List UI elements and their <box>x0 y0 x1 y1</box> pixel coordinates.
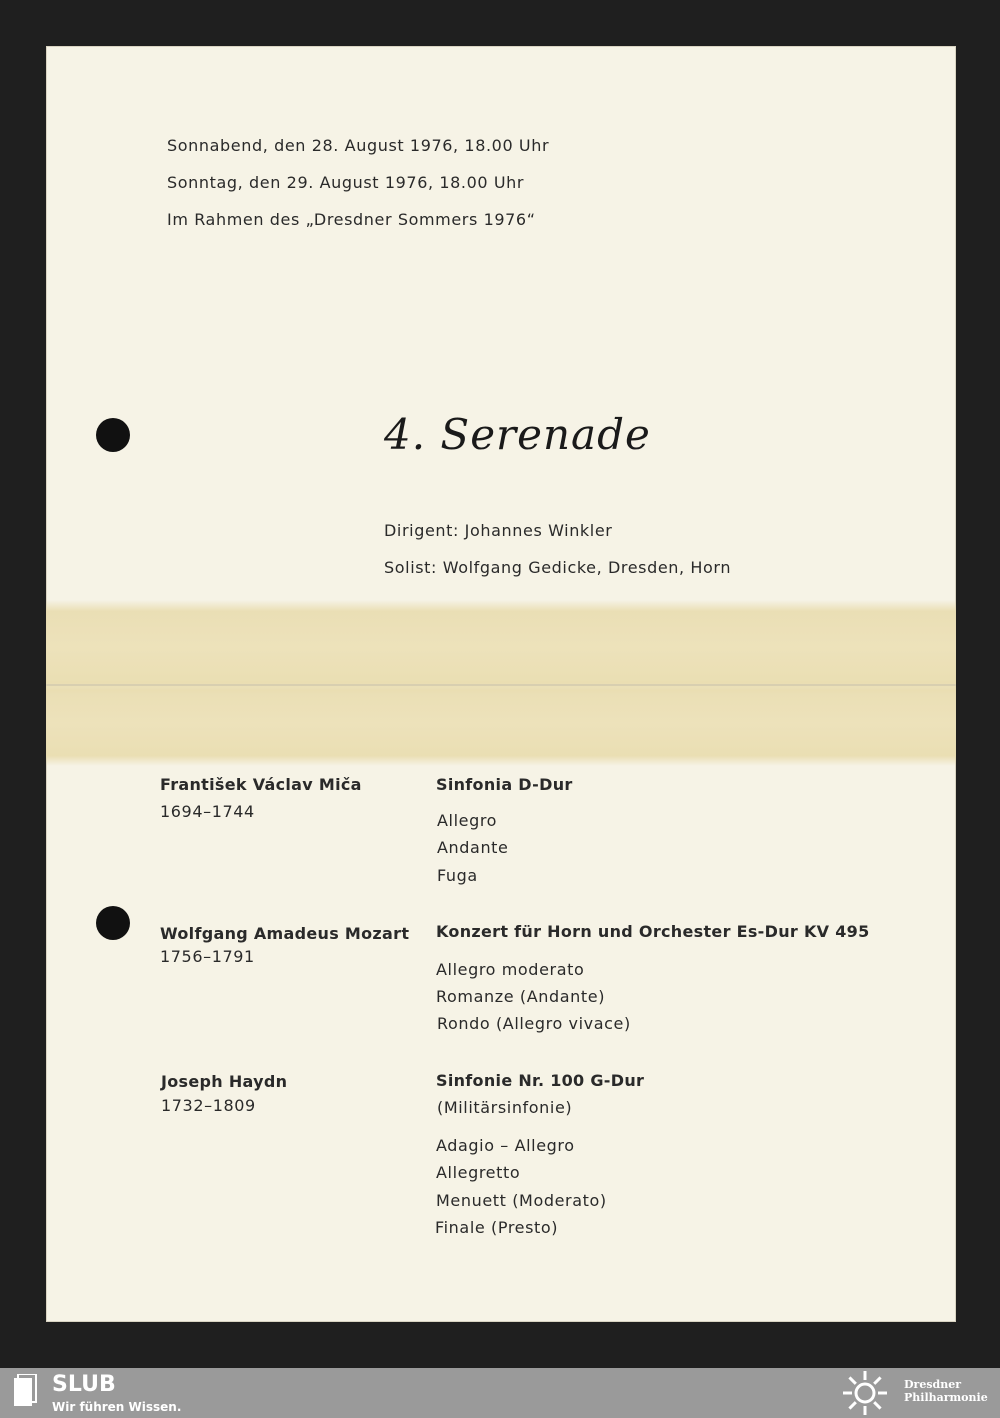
festival-line: Im Rahmen des „Dresdner Sommers 1976“ <box>167 210 536 229</box>
conductor-line: Dirigent: Johannes Winkler <box>384 521 613 540</box>
movement: Finale (Presto) <box>435 1218 559 1237</box>
tape-strip-lower <box>46 680 956 766</box>
footer-bar <box>0 1368 1000 1418</box>
work-title: Sinfonie Nr. 100 G-Dur <box>436 1071 645 1090</box>
composer-name: Joseph Haydn <box>161 1072 288 1091</box>
work-subtitle: (Militärsinfonie) <box>437 1098 573 1117</box>
partner-line-1: Dresdner <box>904 1378 962 1391</box>
slub-tagline: Wir führen Wissen. <box>52 1400 182 1414</box>
fold-line <box>46 684 956 686</box>
composer-years: 1756–1791 <box>160 947 255 966</box>
date-line-1: Sonnabend, den 28. August 1976, 18.00 Uhr <box>167 136 550 155</box>
philharmonie-logo-icon <box>842 1370 888 1416</box>
movement: Rondo (Allegro vivace) <box>437 1014 631 1033</box>
partner-line-2: Philharmonie <box>904 1391 988 1404</box>
philharmonie-name[interactable] <box>904 1378 988 1404</box>
composer-name: František Václav Miča <box>160 775 362 794</box>
punch-hole-icon <box>96 418 130 452</box>
punch-hole-icon <box>96 906 130 940</box>
movement: Romanze (Andante) <box>436 987 606 1006</box>
movement: Andante <box>437 838 509 857</box>
movement: Allegretto <box>436 1163 521 1182</box>
composer-years: 1732–1809 <box>161 1096 256 1115</box>
movement: Allegro <box>437 811 498 830</box>
slub-logo-icon <box>12 1374 38 1408</box>
composer-years: 1694–1744 <box>160 802 255 821</box>
composer-name: Wolfgang Amadeus Mozart <box>160 924 410 943</box>
movement: Fuga <box>437 866 478 885</box>
work-title: Sinfonia D-Dur <box>436 775 573 794</box>
work-title: Konzert für Horn und Orchester Es-Dur KV 495 <box>436 922 870 941</box>
movement: Adagio – Allegro <box>436 1136 575 1155</box>
soloist-line: Solist: Wolfgang Gedicke, Dresden, Horn <box>384 558 732 577</box>
slub-brand[interactable]: SLUB <box>52 1372 116 1397</box>
movement: Menuett (Moderato) <box>436 1191 607 1210</box>
date-line-2: Sonntag, den 29. August 1976, 18.00 Uhr <box>167 173 525 192</box>
program-sheet <box>46 46 956 1322</box>
concert-title: 4. Serenade <box>384 410 651 459</box>
movement: Allegro moderato <box>436 960 585 979</box>
